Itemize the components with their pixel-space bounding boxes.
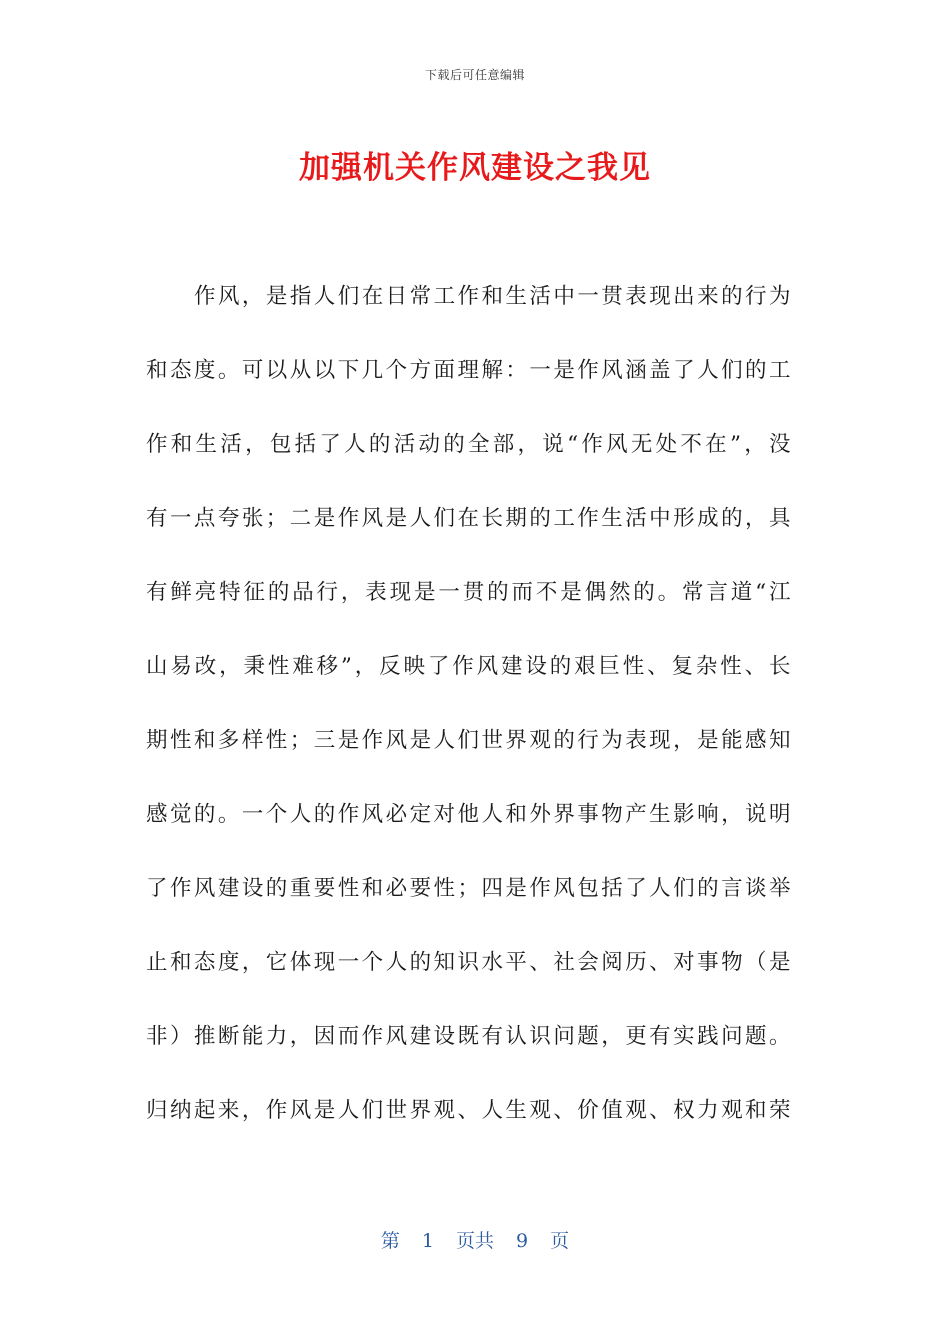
document-title: 加强机关作风建设之我见 <box>299 150 651 186</box>
footer-total-pages: 9 <box>516 1230 529 1252</box>
footer-page-number: 1 <box>421 1230 434 1252</box>
footer-suffix: 页 <box>550 1230 570 1252</box>
paragraph-line: 山易改，秉性难移”，反映了作风建设的艰巨性、复杂性、长 <box>146 654 792 679</box>
paragraph-line: 止和态度，它体现一个人的知识水平、社会阅历、对事物（是 <box>146 950 792 975</box>
paragraph-line: 归纳起来，作风是人们世界观、人生观、价值观、权力观和荣 <box>146 1098 792 1123</box>
paragraph-line: 有鲜亮特征的品行，表现是一贯的而不是偶然的。常言道“江 <box>146 580 792 605</box>
paragraph-line: 和态度。可以从以下几个方面理解：一是作风涵盖了人们的工 <box>146 358 792 383</box>
page-footer <box>0 1226 950 1253</box>
paragraph-line: 作和生活，包括了人的活动的全部，说“作风无处不在”，没 <box>146 432 792 457</box>
footer-prefix: 第 <box>380 1230 400 1252</box>
paragraph-line: 非）推断能力，因而作风建设既有认识问题，更有实践问题。 <box>146 1024 792 1049</box>
footer-middle: 页共 <box>455 1230 494 1252</box>
paragraph-line: 作风，是指人们在日常工作和生活中一贯表现出来的行为 <box>194 284 792 309</box>
paragraph-line: 了作风建设的重要性和必要性；四是作风包括了人们的言谈举 <box>146 876 792 901</box>
paragraph-line: 期性和多样性；三是作风是人们世界观的行为表现，是能感知 <box>146 728 792 753</box>
paragraph-line: 感觉的。一个人的作风必定对他人和外界事物产生影响，说明 <box>146 802 792 827</box>
body-text <box>146 260 792 1160</box>
paragraph-line: 有一点夸张；二是作风是人们在长期的工作生活中形成的，具 <box>146 506 792 531</box>
header-note: 下载后可任意编辑 <box>424 68 525 82</box>
